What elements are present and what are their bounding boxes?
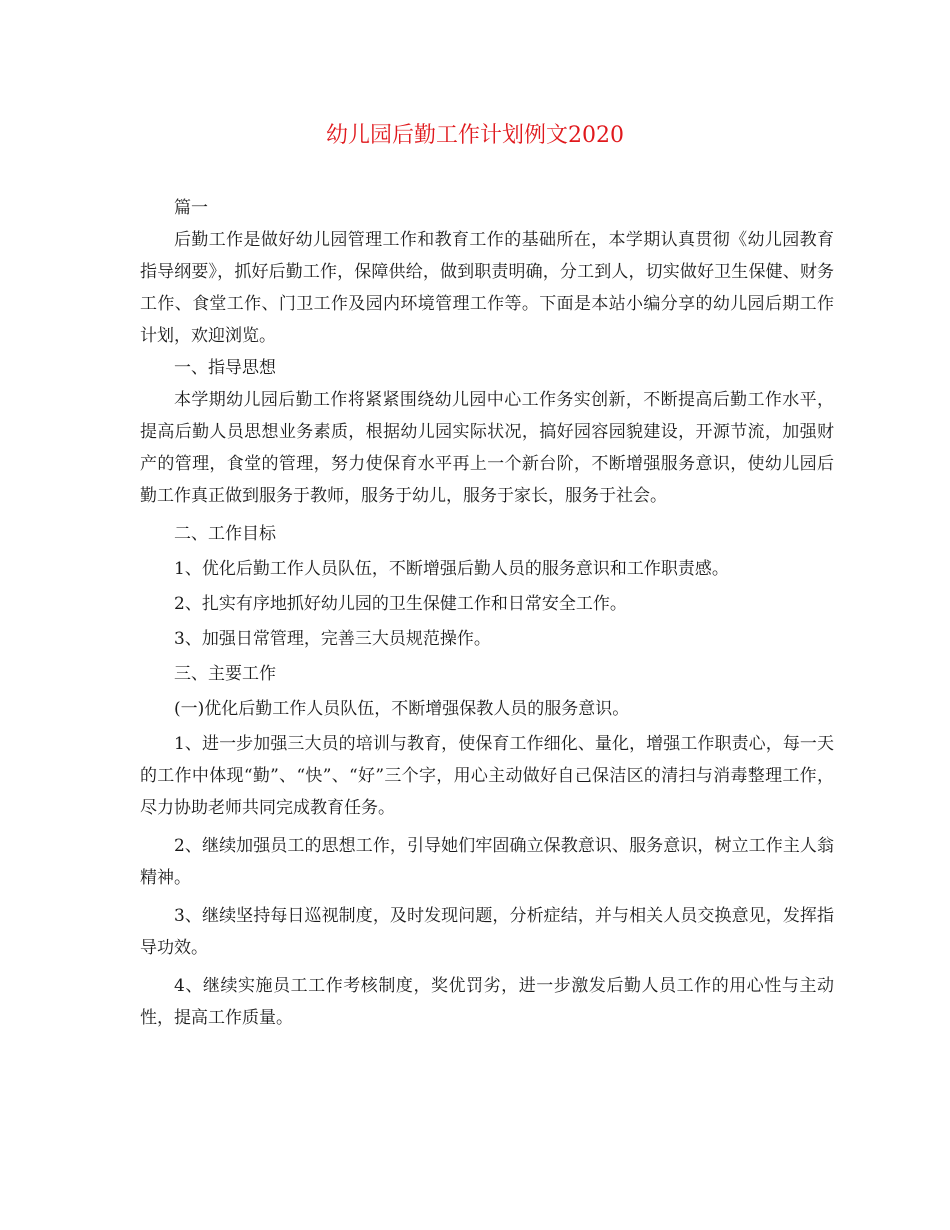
list-item-goal-2: 2、扎实有序地抓好幼儿园的卫生保健工作和日常安全工作。 — [174, 594, 627, 614]
document-title: 幼儿园后勤工作计划例文2020 — [326, 123, 624, 148]
heading-work-goals: 二、工作目标 — [174, 524, 276, 544]
list-item-goal-1: 1、优化后勤工作人员队伍，不断增强后勤人员的服务意识和工作职责感。 — [174, 559, 729, 579]
paragraph-guiding-ideology: 本学期幼儿园后勤工作将紧紧围绕幼儿园中心工作务实创新，不断提高后勤工作水平，提高后勤人员思想业务素质，根据幼儿园实际状况，搞好园容园貌建设，开源节流，加强财产的管理，食堂的管理，努力使保育水平再上一个新台阶，不断增强服务意识，使幼儿园后勤工作真正做到服务于教师，服务于幼儿，服务于家长，服务于社会。 — [140, 390, 834, 506]
list-item-goal-3: 3、加强日常管理，完善三大员规范操作。 — [174, 629, 491, 649]
paragraph-section-label: 篇一 — [174, 198, 208, 218]
heading-guiding-ideology: 一、指导思想 — [174, 358, 276, 378]
document-body — [140, 192, 834, 1034]
list-item-work-3: 3、继续坚持每日巡视制度，及时发现问题，分析症结，并与相关人员交换意见，发挥指导功效。 — [140, 906, 834, 958]
paragraph-intro: 后勤工作是做好幼儿园管理工作和教育工作的基础所在，本学期认真贯彻《幼儿园教育指导纲要》，抓好后勤工作，保障供给，做到职责明确，分工到人，切实做好卫生保健、财务工作、食堂工作、门卫工作及园内环境管理工作等。下面是本站小编分享的幼儿园后期工作计划，欢迎浏览。 — [140, 230, 834, 346]
list-item-work-2: 2、继续加强员工的思想工作，引导她们牢固确立保教意识、服务意识，树立工作主人翁精神。 — [140, 836, 834, 888]
list-item-work-1: 1、进一步加强三大员的培训与教育，使保育工作细化、量化，增强工作职责心，每一天的工作中体现“勤”、“快”、“好”三个字，用心主动做好自己保洁区的清扫与消毒整理工作，尽力协助老师共同完成教育任务。 — [140, 734, 834, 818]
heading-main-work: 三、主要工作 — [174, 664, 276, 684]
subheading-optimize-team: (一)优化后勤工作人员队伍，不断增强保教人员的服务意识。 — [174, 699, 630, 719]
list-item-work-4: 4、继续实施员工工作考核制度，奖优罚劣，进一步激发后勤人员工作的用心性与主动性，提高工作质量。 — [140, 976, 834, 1028]
